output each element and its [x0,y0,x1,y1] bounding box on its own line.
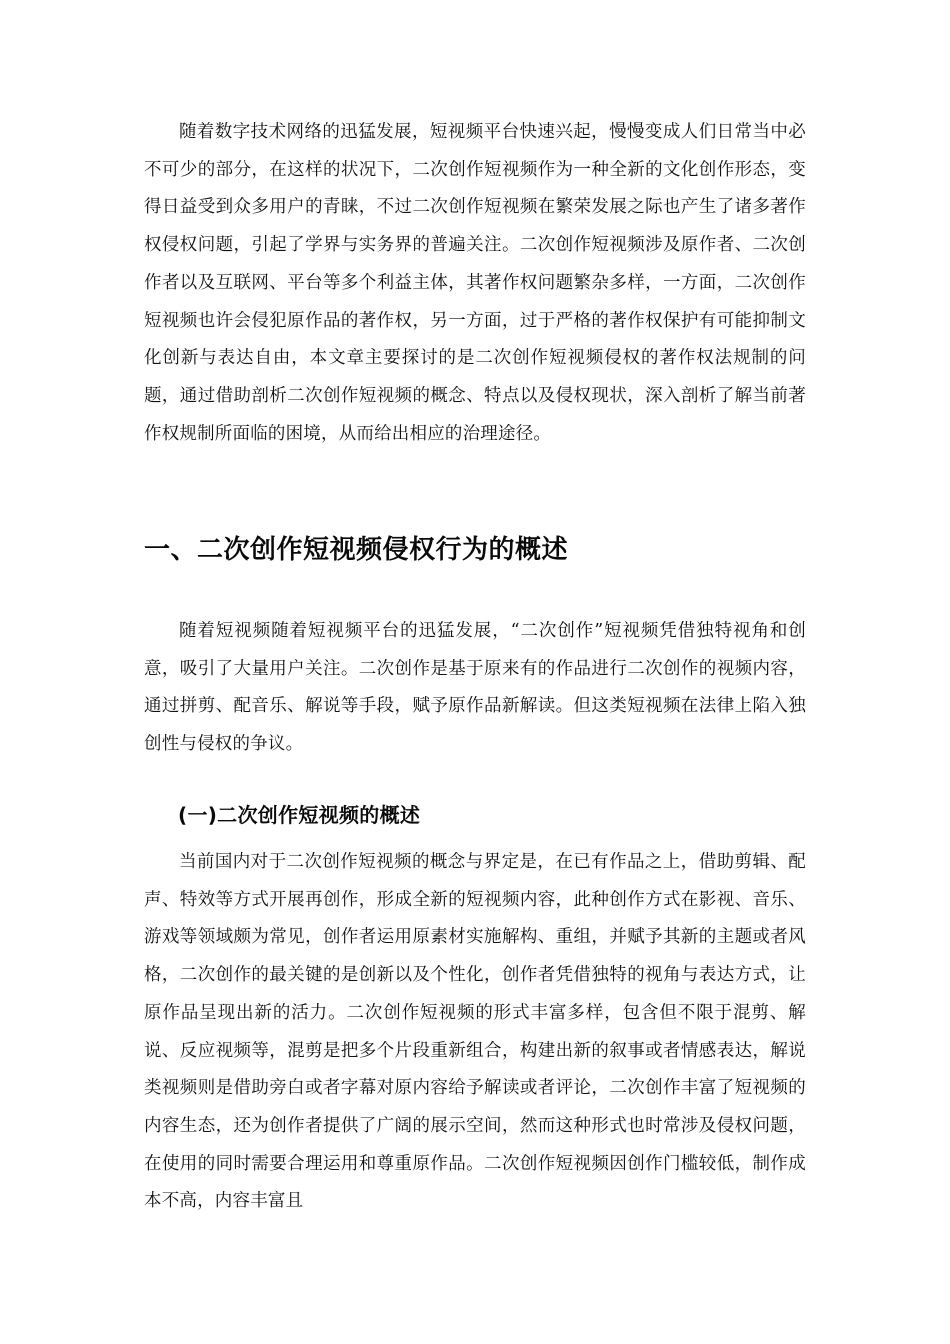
intro-paragraph: 随着数字技术网络的迅猛发展，短视频平台快速兴起，慢慢变成人们日常当中必不可少的部分，在这样的状况下，二次创作短视频作为一种全新的文化创作形态，变得日益受到众多用户的青睐，不过二次创作短视频在繁荣发展之际也产生了诸多著作权侵权问题，引起了学界与实务界的普遍关注。二次创作短视频涉及原作者、二次创作者以及互联网、平台等多个利益主体，其著作权问题繁杂多样，一方面，二次创作短视频也许会侵犯原作品的著作权，另一方面，过于严格的著作权保护有可能抑制文化创新与表达自由，本文章主要探讨的是二次创作短视频侵权的著作权法规制的问题，通过借助剖析二次创作短视频的概念、特点以及侵权现状，深入剖析了解当前著作权规制所面临的困境，从而给出相应的治理途径。 [144,122,806,444]
section-paragraph: 随着短视频随着短视频平台的迅猛发展，“二次创作”短视频凭借独特视角和创意，吸引了大量用户关注。二次创作是基于原来有的作品进行二次创作的视频内容，通过拼剪、配音乐、解说等手段，赋予原作品新解读。但这类短视频在法律上陷入独创性与侵权的争议。 [144,621,806,755]
section-heading: 一、二次创作短视频侵权行为的概述 [144,535,569,565]
subsection-heading: (一)二次创作短视频的概述 [178,803,421,827]
subsection-paragraph: 当前国内对于二次创作短视频的概念与界定是，在已有作品之上，借助剪辑、配声、特效等方式开展再创作，形成全新的短视频内容，此种创作方式在影视、音乐、游戏等领域颇为常见，创作者运用原素材实施解构、重组，并赋予其新的主题或者风格，二次创作的最关键的是创新以及个性化，创作者凭借独特的视角与表达方式，让原作品呈现出新的活力。二次创作短视频的形式丰富多样，包含但不限于混剪、解说、反应视频等，混剪是把多个片段重新组合，构建出新的叙事或者情感表达，解说类视频则是借助旁白或者字幕对原内容给予解读或者评论，二次创作丰富了短视频的内容生态，还为创作者提供了广阔的展示空间，然而这种形式也时常涉及侵权问题，在使用的同时需要合理运用和尊重原作品。二次创作短视频因创作门槛较低，制作成本不高，内容丰富且 [144,852,806,1212]
